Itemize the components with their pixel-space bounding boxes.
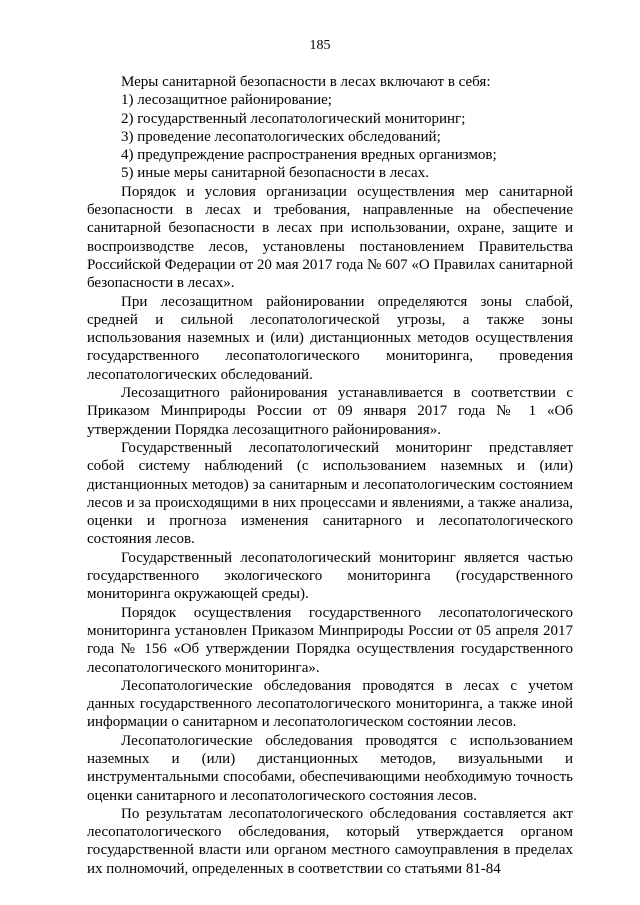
- paragraph: Лесозащитного районирования устанавливается в соответствии с Приказом Минприроды России от 09 января 2017 года № 1 «Об утверждении Порядка лесозащитного районирования».: [87, 385, 573, 438]
- list-item: 5) иные меры санитарной безопасности в лесах.: [121, 165, 429, 182]
- paragraph: Лесопатологические обследования проводятся в лесах с учетом данных государственного лесопатологического мониторинга, а также иной информации о санитарном и лесопатологическом состоянии лесов.: [87, 677, 573, 731]
- list-item: 3) проведение лесопатологических обследований;: [121, 128, 441, 145]
- document-body: [87, 73, 573, 878]
- paragraph: Государственный лесопатологический мониторинг представляет собой систему наблюдений (с использованием наземных и (или) дистанционных методов) за санитарным и лесопатологическим состоянием лесов и за происходящими в них процессами и явлениями, а также анализа, оценки и прогноза изменения санитарного и лесопатологического состояния лесов.: [87, 439, 573, 548]
- paragraph: Порядок осуществления государственного лесопатологического мониторинга установлен Приказом Минприроды России от 05 апреля 2017 года № 156 «Об утверждении Порядка осуществления государственного лесопатологического мониторинга».: [87, 604, 573, 676]
- page-number: 185: [309, 38, 331, 53]
- paragraph: При лесозащитном районировании определяются зоны слабой, средней и сильной лесопатологической угрозы, а также зоны использования наземных и (или) дистанционных методов осуществления государственного лесопатологического мониторинга, проведения лесопатологических обследований.: [87, 293, 573, 383]
- list-item: 1) лесозащитное районирование;: [121, 92, 332, 109]
- paragraph: Государственный лесопатологический мониторинг является частью государственного экологического мониторинга (государственного мониторинга окружающей среды).: [87, 549, 573, 603]
- paragraph: По результатам лесопатологического обследования составляется акт лесопатологического обследования, который утверждается органом государственной власти или органом местного самоуправления в пределах их полномочий, определенных в соответствии со статьями 81-84: [87, 805, 573, 877]
- intro-line: Меры санитарной безопасности в лесах включают в себя:: [121, 74, 491, 90]
- list-item: 2) государственный лесопатологический мониторинг;: [121, 110, 466, 127]
- list-item: 4) предупреждение распространения вредных организмов;: [121, 147, 497, 164]
- paragraph: Порядок и условия организации осуществления мер санитарной безопасности в лесах и требования, направленные на обеспечение санитарной безопасности в лесах при использовании, охране, защите и воспроизводстве лесов, установлены постановлением Правительства Российской Федерации от 20 мая 2017 года № 607 «О Правилах санитарной безопасности в лесах».: [87, 183, 573, 292]
- paragraph: Лесопатологические обследования проводятся с использованием наземных и (или) дистанционных методов, визуальными и инструментальными способами, обеспечивающими необходимую точность оценки санитарного и лесопатологического состояния лесов.: [87, 732, 573, 804]
